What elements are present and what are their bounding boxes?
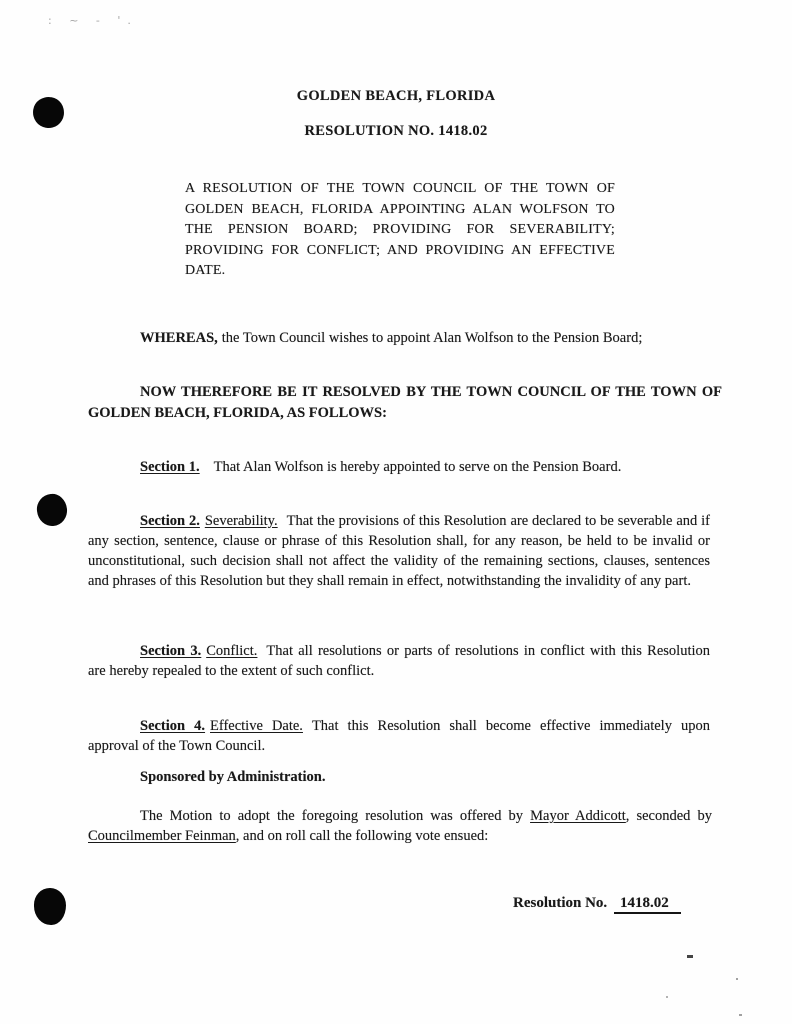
scan-speck <box>736 978 738 980</box>
section-2-text: That the provisions of this Resolution are declared to be severable and if any section, sentence, clause or phrase of this Resolution shall, for any reason, be held to be invalid or unconstitutional, such decision shall not affect the validity of the remaining sections, clauses, sentences and phrases of this Resolution but they shall remain in effect, notwithstanding the invalidity of any part. <box>88 513 710 589</box>
resolved-clause: NOW THEREFORE BE IT RESOLVED BY THE TOWN COUNCIL OF THE TOWN OF GOLDEN BEACH, FLORIDA, AS FOLLOWS: <box>88 384 722 421</box>
mayor-name: Mayor Addicott <box>530 808 626 824</box>
section-1-label: Section 1. <box>140 459 200 475</box>
section-4-label: Section 4. <box>140 718 206 734</box>
pencil-marks: : ~ - '. <box>48 14 138 27</box>
resolution-caption: A RESOLUTION OF THE TOWN COUNCIL OF THE TOWN OF GOLDEN BEACH, FLORIDA APPOINTING ALAN WOLFSON TO THE PENSION BOARD; PROVIDING FOR SEVERABILITY; PROVIDING FOR CONFLICT; AND PROVIDING AN EFFECTIVE DATE. <box>185 181 615 279</box>
section-3 <box>88 641 710 681</box>
section-1 <box>88 457 710 477</box>
section-3-subtitle: Conflict. <box>206 643 258 659</box>
footer-number-value: 1418.02 <box>614 895 681 914</box>
motion-text-2: , seconded by <box>625 808 712 824</box>
scan-speck <box>687 955 693 958</box>
motion-paragraph <box>88 806 712 846</box>
whereas-label: WHEREAS, <box>140 330 218 346</box>
motion-text-1: The Motion to adopt the foregoing resolution was offered by <box>140 808 531 824</box>
document-title: GOLDEN BEACH, FLORIDA <box>296 88 496 104</box>
whereas-clause <box>88 328 710 348</box>
section-3-label: Section 3. <box>140 643 202 659</box>
resolution-number-heading: RESOLUTION NO. 1418.02 <box>304 123 488 139</box>
section-4 <box>88 716 710 756</box>
scan-speck <box>739 1014 742 1016</box>
section-3-text: That all resolutions or parts of resolutions in conflict with this Resolution are hereby repealed to the extent of such conflict. <box>88 643 711 679</box>
footer-label: Resolution No. <box>513 895 608 911</box>
section-4-text: That this Resolution shall become effective immediately upon approval of the Town Council. <box>88 718 710 754</box>
section-2 <box>88 511 710 591</box>
footer-resolution-number <box>513 895 681 912</box>
section-4-subtitle: Effective Date. <box>210 718 303 734</box>
scan-speck <box>666 996 668 998</box>
sponsored-by: Sponsored by Administration. <box>140 769 326 785</box>
motion-text-3: , and on roll call the following vote ensued: <box>235 828 489 844</box>
section-2-subtitle: Severability. <box>204 513 278 529</box>
section-2-label: Section 2. <box>140 513 200 529</box>
councilmember-name: Councilmember Feinman <box>88 828 236 844</box>
section-1-text: That Alan Wolfson is hereby appointed to serve on the Pension Board. <box>213 459 622 475</box>
hole-punch-mark <box>35 493 68 528</box>
whereas-text: the Town Council wishes to appoint Alan Wolfson to the Pension Board; <box>221 330 643 346</box>
hole-punch-mark <box>34 888 66 925</box>
